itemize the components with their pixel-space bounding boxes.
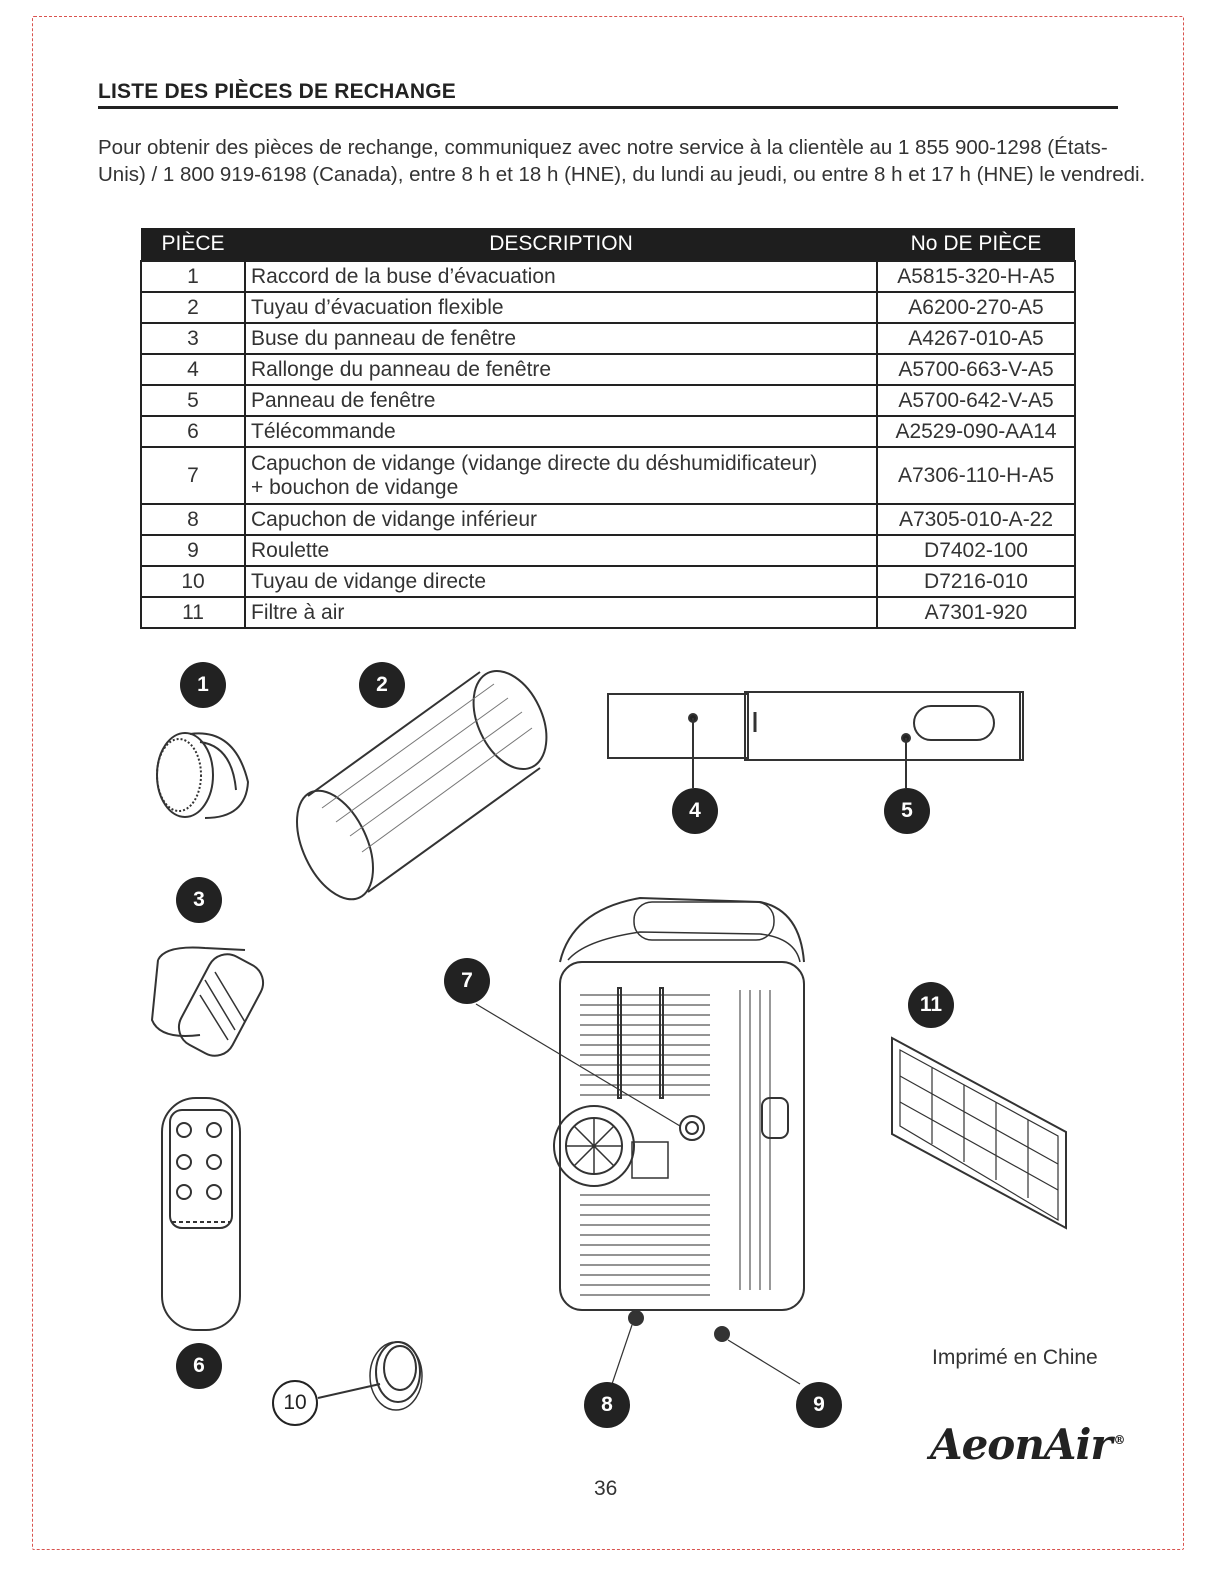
row-code: A6200-270-A5 — [877, 292, 1075, 323]
window-panel-drawing — [608, 692, 1023, 788]
flexible-exhaust-hose-drawing — [281, 659, 560, 911]
callout-6: 6 — [176, 1343, 222, 1389]
callout-8: 8 — [584, 1382, 630, 1428]
brand-logo — [930, 1420, 1125, 1469]
page-number: 36 — [594, 1477, 618, 1500]
row-num: 9 — [141, 535, 245, 566]
row-num: 5 — [141, 385, 245, 416]
row-code: A7301-920 — [877, 597, 1075, 628]
row-num: 4 — [141, 354, 245, 385]
row-num: 6 — [141, 416, 245, 447]
row-num: 7 — [141, 447, 245, 504]
row-num: 1 — [141, 261, 245, 292]
row-desc-line1: Capuchon de vidange (vidange directe du déshumidificateur) — [251, 451, 818, 475]
row-desc: Filtre à air — [245, 597, 877, 628]
row-num: 8 — [141, 504, 245, 535]
row-num: 3 — [141, 323, 245, 354]
registered-mark: ® — [1113, 1433, 1125, 1447]
row-code: A2529-090-AA14 — [877, 416, 1075, 447]
row-desc: Buse du panneau de fenêtre — [245, 323, 877, 354]
row-code: A5700-642-V-A5 — [877, 385, 1075, 416]
row-desc: Rallonge du panneau de fenêtre — [245, 354, 877, 385]
row-code: A7306-110-H-A5 — [877, 447, 1075, 504]
row-num: 2 — [141, 292, 245, 323]
callout-7: 7 — [444, 958, 490, 1004]
header-piece: PIÈCE — [141, 228, 245, 261]
callout-2: 2 — [359, 662, 405, 708]
row-desc: Roulette — [245, 535, 877, 566]
callout-11: 11 — [908, 982, 954, 1028]
header-part-number: No DE PIÈCE — [877, 228, 1075, 261]
intro-paragraph: Pour obtenir des pièces de rechange, communiquez avec notre service à la clientèle au 1 855 900-1298 (États-Unis) / 1 800 919-6198 (Canada), entre 8 h et 18 h (HNE), du lundi au jeudi, ou entre 8 h et 17 h (HNE) le vendredi. — [98, 136, 1146, 186]
window-nozzle-drawing — [152, 947, 270, 1063]
row-code: D7216-010 — [877, 566, 1075, 597]
drain-hose-drawing — [318, 1342, 422, 1410]
callout-5: 5 — [884, 788, 930, 834]
callout-4: 4 — [672, 788, 718, 834]
callout-9: 9 — [796, 1382, 842, 1428]
row-desc-line2: + bouchon de vidange — [251, 475, 459, 499]
row-num: 11 — [141, 597, 245, 628]
header-description: DESCRIPTION — [245, 228, 877, 261]
row-num: 10 — [141, 566, 245, 597]
air-conditioner-unit-drawing — [476, 898, 804, 1384]
row-code: D7402-100 — [877, 535, 1075, 566]
printed-in-label: Imprimé en Chine — [932, 1346, 1098, 1369]
row-desc: Capuchon de vidange inférieur — [245, 504, 877, 535]
row-code: A7305-010-A-22 — [877, 504, 1075, 535]
row-code: A5700-663-V-A5 — [877, 354, 1075, 385]
page-title: LISTE DES PIÈCES DE RECHANGE — [98, 80, 456, 103]
callout-1: 1 — [180, 662, 226, 708]
row-code: A5815-320-H-A5 — [877, 261, 1075, 292]
air-filter-drawing — [892, 1038, 1066, 1228]
callout-3: 3 — [176, 877, 222, 923]
row-code: A4267-010-A5 — [877, 323, 1075, 354]
callout-10: 10 — [272, 1380, 318, 1426]
brand-name: AeonAir — [930, 1420, 1112, 1469]
row-desc: Panneau de fenêtre — [245, 385, 877, 416]
remote-control-drawing — [162, 1098, 240, 1330]
row-desc: Raccord de la buse d’évacuation — [245, 261, 877, 292]
row-desc: Tuyau d’évacuation flexible — [245, 292, 877, 323]
exhaust-nozzle-connector-drawing — [157, 733, 248, 818]
row-desc: Télécommande — [245, 416, 877, 447]
row-desc: Tuyau de vidange directe — [245, 566, 877, 597]
